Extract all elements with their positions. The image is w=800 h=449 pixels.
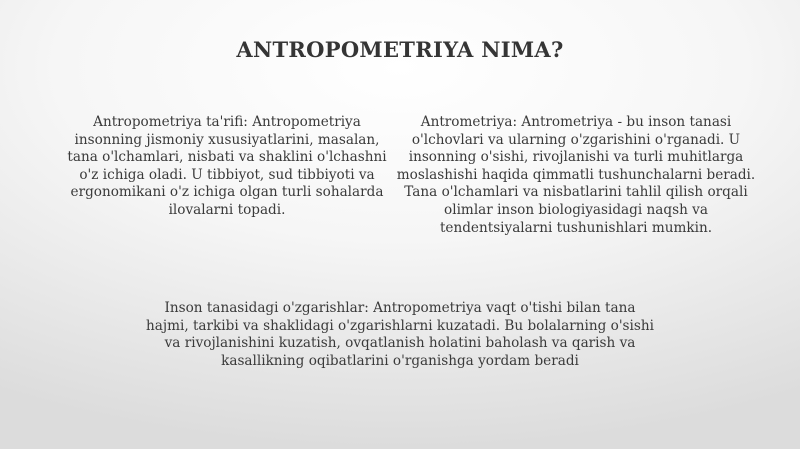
antrometriya-paragraph: Antrometriya: Antrometriya - bu inson tanasi o'lchovlari va ularning o'zgarishini o'rganadi. U insonning o'sishi, rivojlanishi va turli muhitlarga moslashishi haqida qimmatli tushunchalarni beradi. Tana o'lchamlari va nisbatlarini tahlil qilish orqali olimlar inson biologiyasidagi naqsh va tendentsiyalarni tushunishlari mumkin. bbox=[396, 114, 756, 236]
slide-title: ANTROPOMETRIYA NIMA? bbox=[236, 37, 564, 62]
body-changes-paragraph: Inson tanasidagi o'zgarishlar: Antropometriya vaqt o'tishi bilan tana hajmi, tarkibi va shaklidagi o'zgarishlarni kuzatadi. Bu bolalarning o'sishi va rivojlanishini kuzatish, ovqatlanish holatini baholash va qarish va kasallikning oqibatlarini o'rganishga yordam beradi bbox=[146, 300, 654, 369]
definition-paragraph: Antropometriya ta'rifi: Antropometriya insonning jismoniy xususiyatlarini, masalan, tana o'lchamlari, nisbati va shaklini o'lchashni o'z ichiga oladi. U tibbiyot, sud tibbiyoti va ergonomikani o'z ichiga olgan turli sohalarda ilovalarni topadi. bbox=[67, 114, 387, 218]
